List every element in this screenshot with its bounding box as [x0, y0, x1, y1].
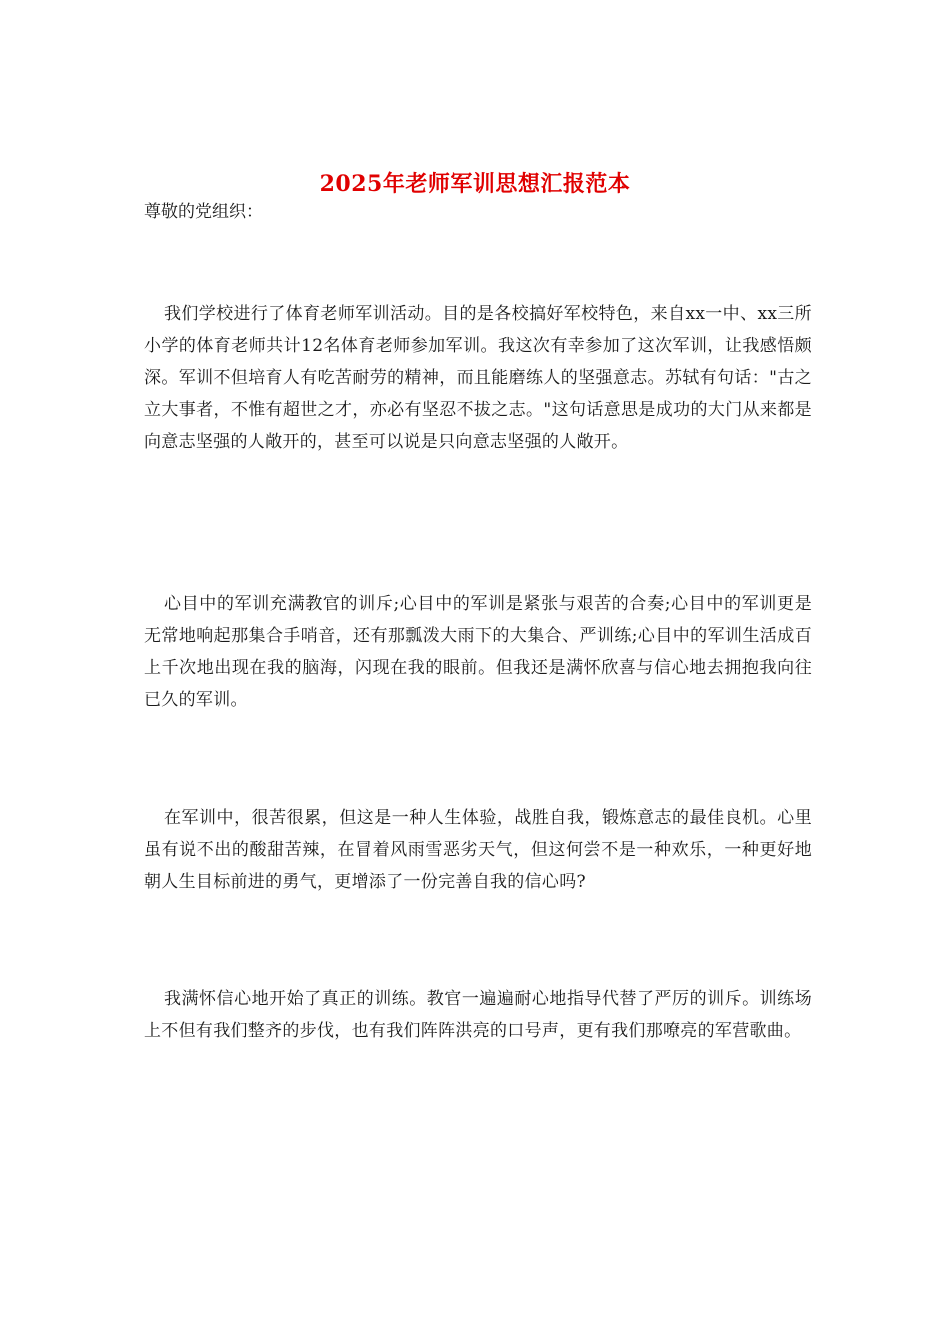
paragraph-4: 我满怀信心地开始了真正的训练。教官一遍遍耐心地指导代替了严厉的训斥。训练场上不但有我们整齐的步伐，也有我们阵阵洪亮的口号声，更有我们那嘹亮的军营歌曲。 — [144, 989, 812, 1041]
paragraph-1: 我们学校进行了体育老师军训活动。目的是各校搞好军校特色，来自xx一中、xx三所小学的体育老师共计12名体育老师参加军训。我这次有幸参加了这次军训，让我感悟颇深。军训不但培育人有吃苦耐劳的精神，而且能磨练人的坚强意志。苏轼有句话："古之立大事者，不惟有超世之才，亦必有坚忍不拔之志。"这句话意思是成功的大门从来都是向意志坚强的人敞开的，甚至可以说是只向意志坚强的人敞开。 — [144, 304, 812, 452]
document-title: 2025年老师军训思想汇报范本 — [319, 170, 631, 197]
salutation: 尊敬的党组织： — [144, 202, 263, 222]
paragraph-3: 在军训中，很苦很累，但这是一种人生体验，战胜自我，锻炼意志的最佳良机。心里虽有说不出的酸甜苦辣，在冒着风雨雪恶劣天气，但这何尝不是一种欢乐，一种更好地朝人生目标前进的勇气，更增添了一份完善自我的信心吗? — [144, 808, 812, 892]
paragraph-2: 心目中的军训充满教官的训斥;心目中的军训是紧张与艰苦的合奏;心目中的军训更是无常地响起那集合手哨音，还有那瓢泼大雨下的大集合、严训练;心目中的军训生活成百上千次地出现在我的脑海，闪现在我的眼前。但我还是满怀欣喜与信心地去拥抱我向往已久的军训。 — [144, 594, 812, 710]
